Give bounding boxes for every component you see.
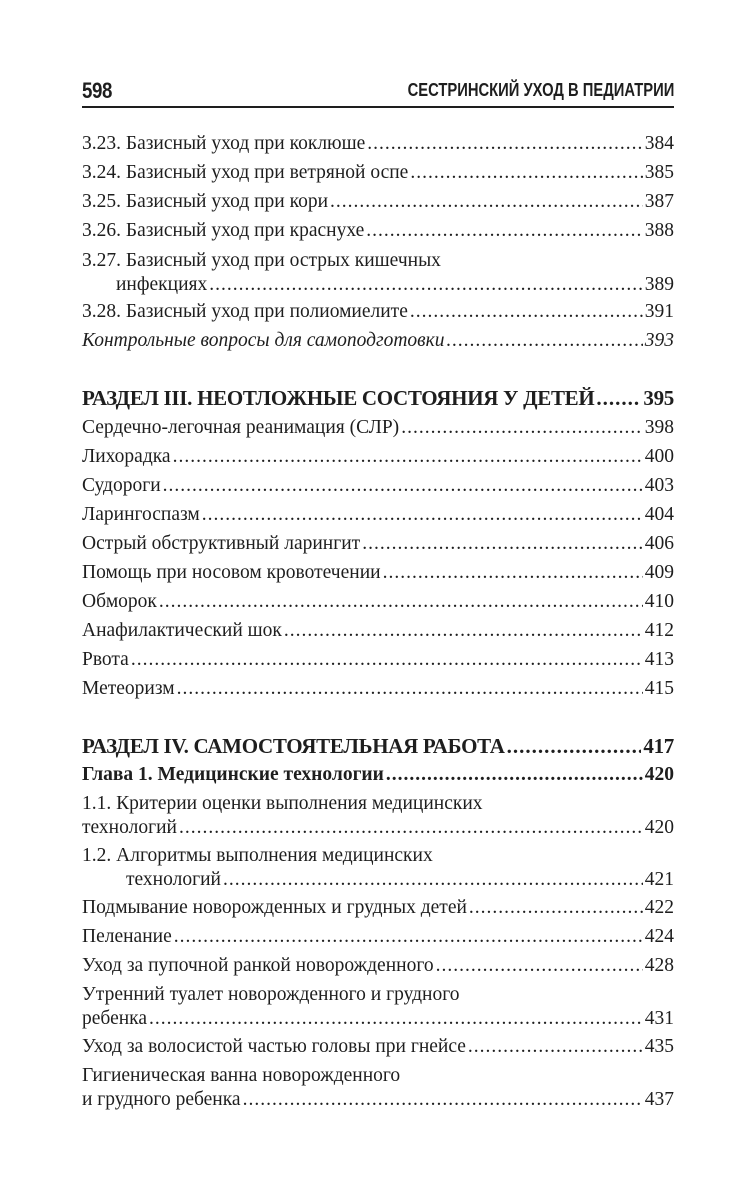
toc-entry-fainting: Обморок ..... 410 xyxy=(82,590,674,614)
toc-entry-scalp-care: Уход за волосистой частью головы при гнейсе ..... 435 xyxy=(82,1035,674,1059)
toc-page-number: 410 xyxy=(644,591,674,612)
toc-entry-washing: Подмывание новорожденных и грудных детей ..... 422 xyxy=(82,896,674,920)
toc-page-number: 385 xyxy=(644,162,674,183)
toc-page-number: 391 xyxy=(644,301,674,322)
toc-entry-nosebleed: Помощь при носовом кровотечении ..... 409 xyxy=(82,561,674,585)
toc-entry-seizures: Судороги ..... 403 xyxy=(82,474,674,498)
toc-page-number: 428 xyxy=(644,955,674,976)
toc-entry-laryngitis: Острый обструктивный ларингит ..... 406 xyxy=(82,532,674,556)
toc-page-number: 393 xyxy=(644,330,674,351)
toc-page-number: 384 xyxy=(644,133,674,154)
toc-page-number: 417 xyxy=(643,734,674,758)
toc-page-number: 424 xyxy=(644,926,674,947)
toc-page-number: 406 xyxy=(644,533,674,554)
toc-entry-morning-toilet: Утренний туалет новорожденного и грудного ребенка ..... 431 xyxy=(82,983,674,1031)
toc-entry-meteorism: Метеоризм ..... 415 xyxy=(82,677,674,701)
toc-page-number: 387 xyxy=(644,191,674,212)
toc-section-3: РАЗДЕЛ III. НЕОТЛОЖНЫЕ СОСТОЯНИЯ У ДЕТЕЙ ..... 395 xyxy=(82,386,674,410)
toc-page-number: 420 xyxy=(644,764,674,785)
toc-entry-cpr: Сердечно-легочная реанимация (СЛР) ..... 398 xyxy=(82,416,674,440)
toc-page-number: 437 xyxy=(644,1089,674,1110)
toc-section-4: РАЗДЕЛ IV. САМОСТОЯТЕЛЬНАЯ РАБОТА ..... 417 xyxy=(82,734,674,758)
toc-entry-review-questions: Контрольные вопросы для самоподготовки ..... 393 xyxy=(82,329,674,353)
toc-entry-vomiting: Рвота ..... 413 xyxy=(82,648,674,672)
toc-page-number: 395 xyxy=(643,386,674,410)
toc-entry-fever: Лихорадка ..... 400 xyxy=(82,445,674,469)
running-header xyxy=(82,78,674,106)
toc-page-number: 404 xyxy=(644,504,674,525)
toc-page-number: 389 xyxy=(644,274,674,295)
toc-page-number: 415 xyxy=(644,678,674,699)
toc-entry-bath: Гигиеническая ванна новорожденного и грудного ребенка ..... 437 xyxy=(82,1064,674,1112)
toc-page-number: 431 xyxy=(644,1008,674,1029)
toc-entry-1-2: 1.2. Алгоритмы выполнения медицинских технологий ..... 421 xyxy=(82,844,674,892)
toc-entry-3-28: 3.28. Базисный уход при полиомиелите ..... 391 xyxy=(82,300,674,324)
toc-entry-3-26: 3.26. Базисный уход при краснухе ..... 388 xyxy=(82,219,674,243)
toc-entry-3-27: 3.27. Базисный уход при острых кишечных инфекциях ..... 389 xyxy=(82,249,674,297)
running-title: СЕСТРИНСКИЙ УХОД В ПЕДИАТРИИ xyxy=(407,80,674,100)
toc-page-number: 420 xyxy=(644,817,674,838)
toc-entry-3-24: 3.24. Базисный уход при ветряной оспе ..... 385 xyxy=(82,161,674,185)
toc-page-number: 422 xyxy=(644,897,674,918)
header-rule xyxy=(82,106,674,108)
toc-entry-anaphylaxis: Анафилактический шок ..... 412 xyxy=(82,619,674,643)
toc-page-number: 398 xyxy=(644,417,674,438)
toc-page-number: 403 xyxy=(644,475,674,496)
page-number: 598 xyxy=(82,78,112,103)
toc-page-number: 413 xyxy=(644,649,674,670)
toc-entry-3-25: 3.25. Базисный уход при кори ..... 387 xyxy=(82,190,674,214)
toc-page-number: 409 xyxy=(644,562,674,583)
toc-entry-umbilical-care: Уход за пупочной ранкой новорожденного ..... 428 xyxy=(82,954,674,978)
toc-entry-1-1: 1.1. Критерии оценки выполнения медицинских технологий ..... 420 xyxy=(82,792,674,840)
toc-page-number: 400 xyxy=(644,446,674,467)
toc-entry-swaddling: Пеленание ..... 424 xyxy=(82,925,674,949)
toc-page-number: 388 xyxy=(644,220,674,241)
toc-page-number: 421 xyxy=(644,869,674,890)
toc-entry-laryngospasm: Ларингоспазм ..... 404 xyxy=(82,503,674,527)
toc-page-number: 435 xyxy=(644,1036,674,1057)
toc-page-number: 412 xyxy=(644,620,674,641)
toc-chapter-1: Глава 1. Медицинские технологии ..... 420 xyxy=(82,763,674,787)
toc-entry-3-23: 3.23. Базисный уход при коклюше ..... 384 xyxy=(82,132,674,156)
